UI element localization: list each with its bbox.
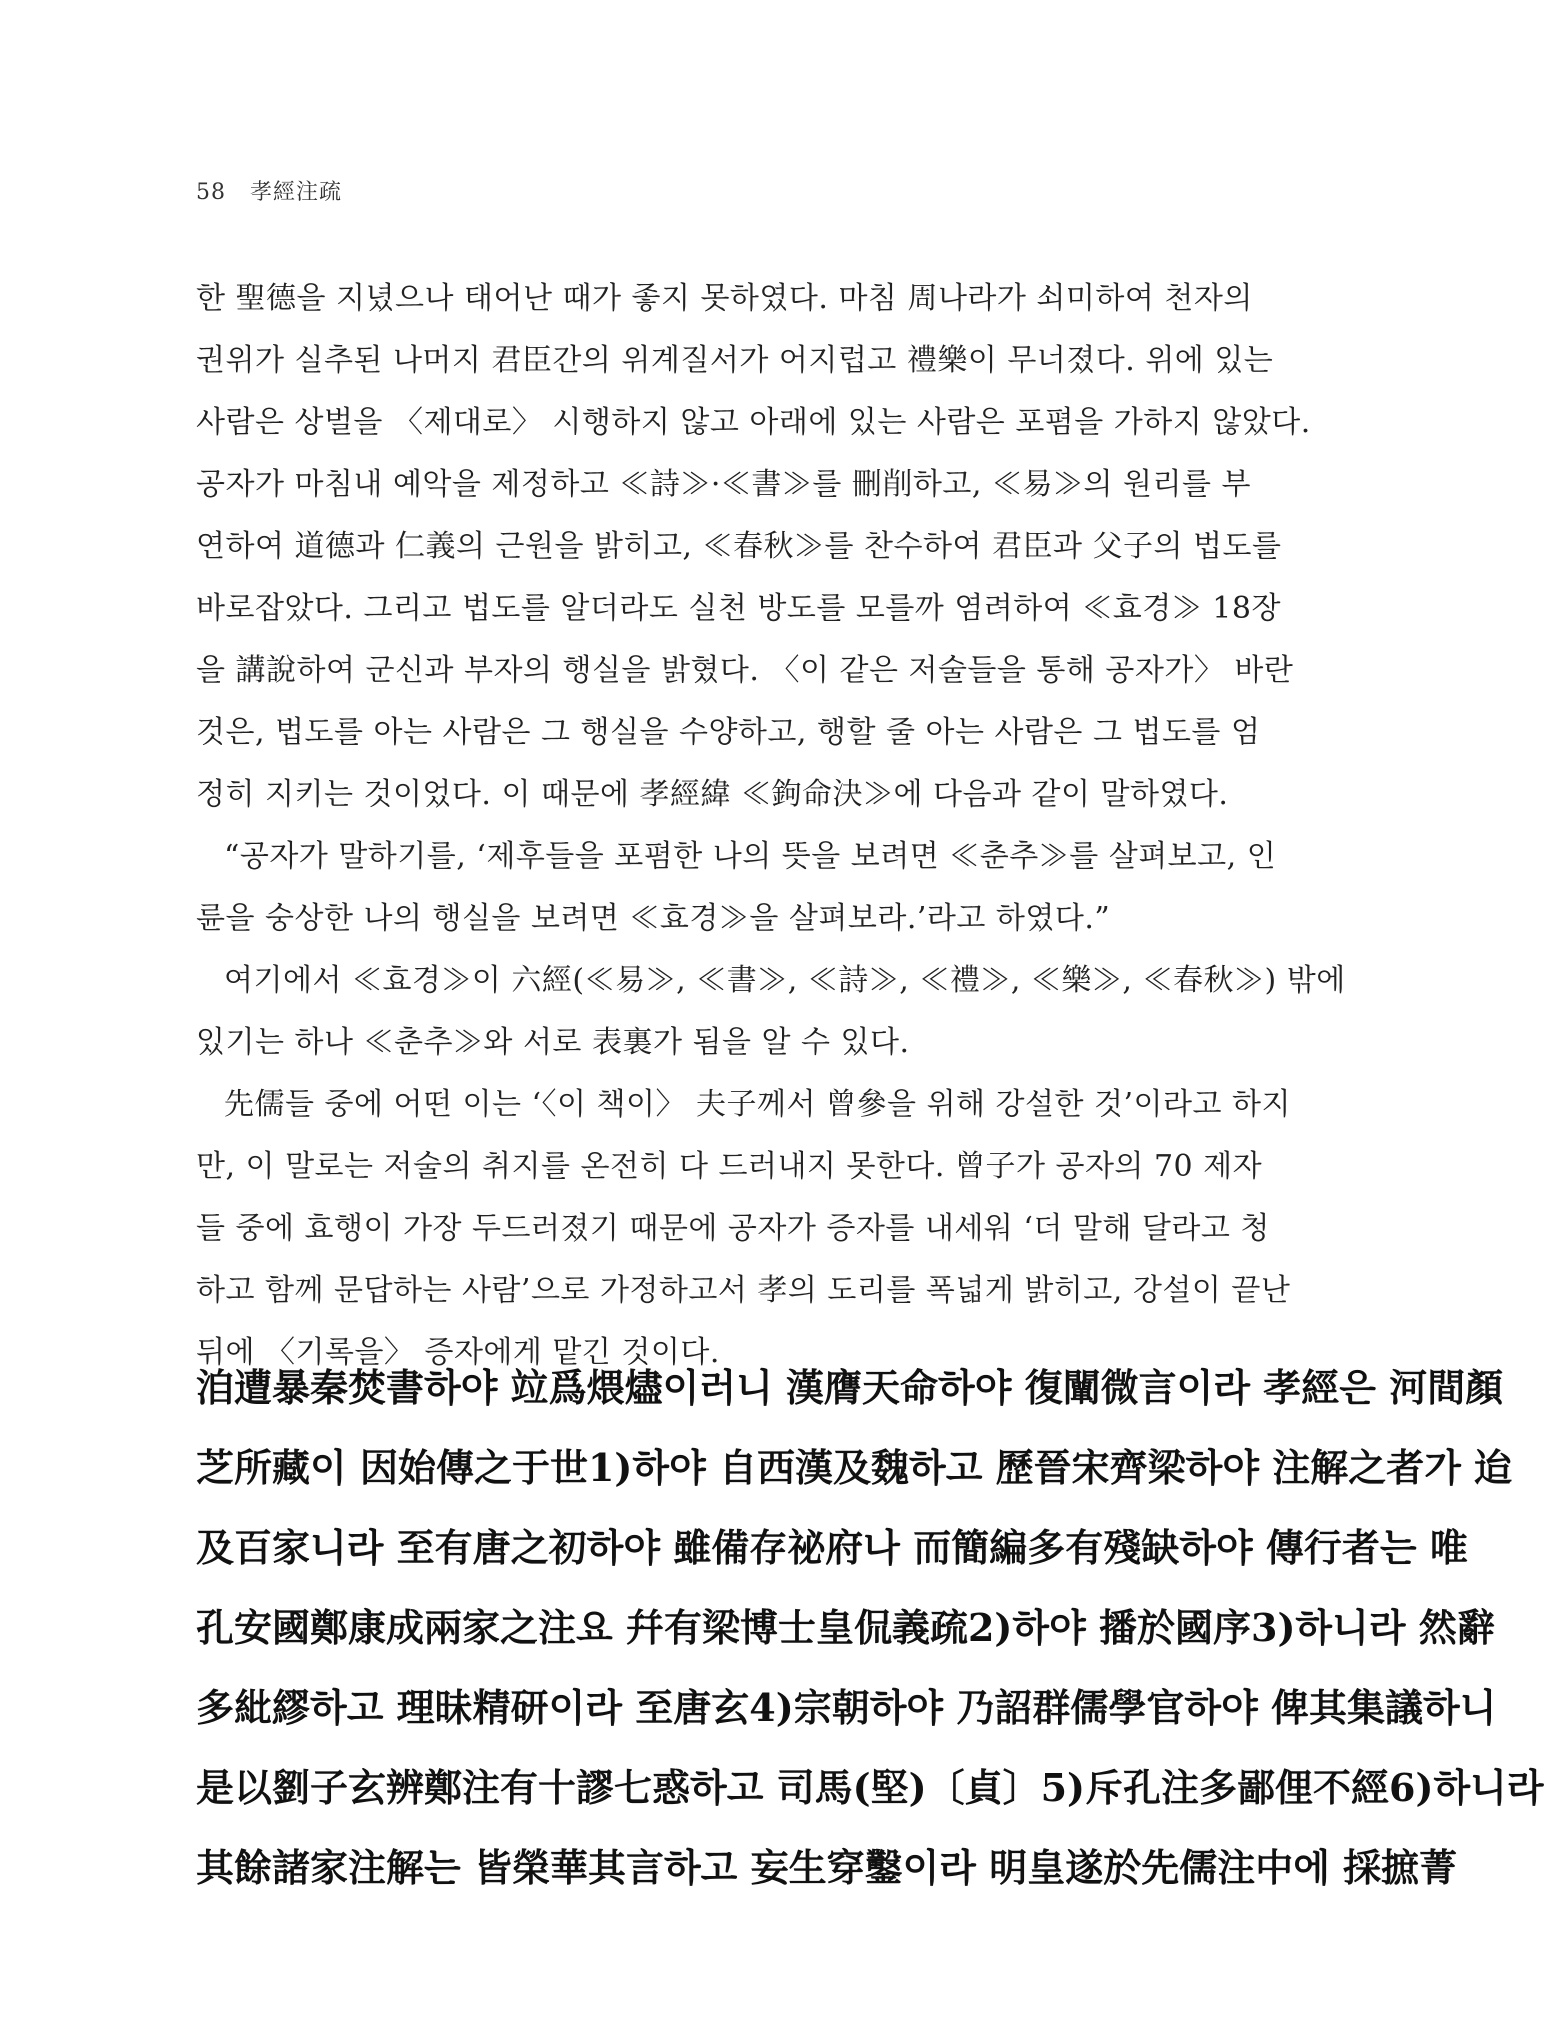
- translation-line: 권위가 실추된 나머지 君臣간의 위계질서가 어지럽고 禮樂이 무너졌다. 위에 있는: [196, 343, 1274, 378]
- original-text-section: [196, 1348, 1544, 1908]
- page-number: 58: [196, 180, 226, 205]
- translation-line: 륜을 숭상한 나의 행실을 보려면 ≪효경≫을 살펴보라.’라고 하였다.”: [196, 901, 1111, 936]
- book-title: 孝經注疏: [250, 180, 343, 205]
- translation-section: [196, 268, 1346, 1384]
- translation-line: 하고 함께 문답하는 사람’으로 가정하고서 孝의 도리를 폭넓게 밝히고, 강설이 끝난: [196, 1273, 1291, 1308]
- original-line: 多紕繆하고 理昧精研이라 至唐玄4)宗朝하야 乃詔群儒學官하야 俾其集議하니: [196, 1685, 1497, 1730]
- original-line: 孔安國鄭康成兩家之注요 幷有梁博士皇侃義疏2)하야 播於國序3)하니라 然辭: [196, 1605, 1495, 1650]
- translation-line: 바로잡았다. 그리고 법도를 알더라도 실천 방도를 모를까 염려하여 ≪효경≫ 18장: [196, 591, 1281, 626]
- translation-line: 을 講說하여 군신과 부자의 행실을 밝혔다. 〈이 같은 저술들을 통해 공자가〉 바란: [196, 653, 1294, 688]
- translation-line: 뒤에 〈기록을〉 증자에게 맡긴 것이다.: [196, 1335, 720, 1370]
- original-line: 是以劉子玄辨鄭注有十謬七惑하고 司馬(堅)〔貞〕5)斥孔注多鄙俚不經6)하니라: [196, 1765, 1544, 1810]
- translation-line: 들 중에 효행이 가장 두드러졌기 때문에 공자가 증자를 내세워 ‘더 말해 달라고 청: [196, 1211, 1270, 1246]
- translation-line: 것은, 법도를 아는 사람은 그 행실을 수양하고, 행할 줄 아는 사람은 그 법도를 엄: [196, 715, 1261, 750]
- page-header: [196, 175, 342, 206]
- translation-line: 先儒들 중에 어떤 이는 ‘〈이 책이〉 夫子께서 曾參을 위해 강설한 것’이라고 하지: [224, 1087, 1291, 1122]
- original-line: 洎遭暴秦焚書하야 竝爲煨燼이러니 漢膺天命하야 復闡微言이라 孝經은 河間顏: [196, 1365, 1504, 1410]
- original-line: 芝所藏이 因始傳之于世1)하야 自西漢及魏하고 歷晉宋齊梁하야 注解之者가 迨: [196, 1445, 1513, 1490]
- translation-line: 사람은 상벌을 〈제대로〉 시행하지 않고 아래에 있는 사람은 포폄을 가하지 않았다.: [196, 405, 1311, 440]
- translation-line: 한 聖德을 지녔으나 태어난 때가 좋지 못하였다. 마침 周나라가 쇠미하여 천자의: [196, 281, 1253, 316]
- original-line: 其餘諸家注解는 皆榮華其言하고 妄生穿鑿이라 明皇遂於先儒注中에 採摭菁: [196, 1845, 1458, 1890]
- translation-line: 만, 이 말로는 저술의 취지를 온전히 다 드러내지 못한다. 曾子가 공자의 70 제자: [196, 1149, 1263, 1184]
- translation-line: 정히 지키는 것이었다. 이 때문에 孝經緯 ≪鉤命決≫에 다음과 같이 말하였다.: [196, 777, 1229, 812]
- original-line: 及百家니라 至有唐之初하야 雖備存祕府나 而簡編多有殘缺하야 傳行者는 唯: [196, 1525, 1468, 1570]
- translation-line: 여기에서 ≪효경≫이 六經(≪易≫, ≪書≫, ≪詩≫, ≪禮≫, ≪樂≫, ≪春秋≫) 밖에: [224, 963, 1346, 998]
- translation-line: 연하여 道德과 仁義의 근원을 밝히고, ≪春秋≫를 찬수하여 君臣과 父子의 법도를: [196, 529, 1282, 564]
- translation-line: 공자가 마침내 예악을 제정하고 ≪詩≫·≪書≫를 刪削하고, ≪易≫의 원리를 부: [196, 467, 1251, 502]
- translation-line: 있기는 하나 ≪춘추≫와 서로 表裏가 됨을 알 수 있다.: [196, 1025, 910, 1060]
- translation-line: “공자가 말하기를, ‘제후들을 포폄한 나의 뜻을 보려면 ≪춘추≫를 살펴보고, 인: [224, 839, 1277, 874]
